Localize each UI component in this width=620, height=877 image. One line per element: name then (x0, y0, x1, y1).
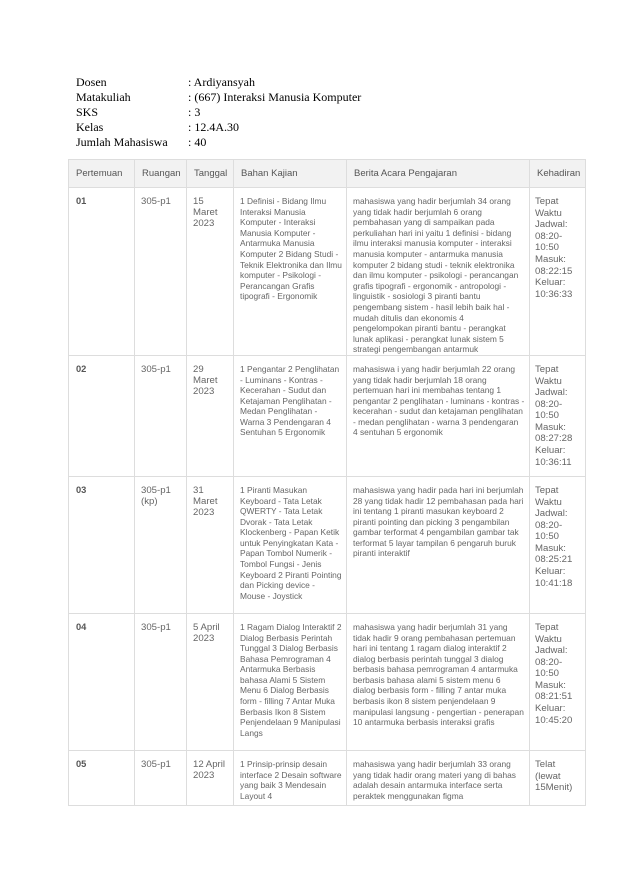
info-label: Kelas (76, 120, 104, 134)
cell-berita-acara: mahasiswa yang hadir berjumlah 34 orang yang tidak hadir berjumlah 6 orang pembahasan yang di sampaikan pada perkuliahan hari ini yaitu 1 definisi - bidang ilmu interaksi manusia komputer - interaksi manusia komputer - antarmuka manusia komputer 2 bidang studi - teknik elektronika dan ilmu komputer - psikologi - perancangan grafis tipografi - ergonomik - antropologi - linguistik - sosiologi 3 piranti bantu pengembang sistem - hasil lebih baik hal - mudah ditulis dan ekonomis 4 pengelompokan piranti bantu - perangkat lunak aplikasi - perangkat lunak sistem 5 strategi pengembangan antarmuk (347, 188, 530, 356)
cell-tanggal: 31 Maret 2023 (187, 476, 234, 613)
header-kehadiran: Kehadiran (530, 160, 586, 188)
info-value: : 12.4A.30 (188, 120, 239, 134)
info-matakuliah (76, 90, 361, 105)
table-row (69, 355, 586, 476)
cell-berita-acara: mahasiswa yang hadir berjumlah 33 orang yang tidak hadir orang materi yang di bahas adalah desain antarmuka interface serta peraktek menggunakan figma (347, 750, 530, 805)
cell-tanggal: 29 Maret 2023 (187, 355, 234, 476)
table-row (69, 188, 586, 356)
course-info (76, 75, 361, 150)
cell-berita-acara: mahasiswa yang hadir pada hari ini berjumlah 28 yang tidak hadir 12 pembahasan pada hari ini tentang 1 piranti masukan keyboard 2 piranti pointing dan picking 3 pengambilan gambar terformat 4 pengambilan gambar tak terformat 5 layar tampilan 6 pengaruh buruk piranti interaktif (347, 476, 530, 613)
cell-tanggal: 15 Maret 2023 (187, 188, 234, 356)
info-value: : Ardiyansyah (188, 75, 255, 89)
table-row (69, 613, 586, 750)
info-label: Matakuliah (76, 90, 131, 104)
info-value: : 40 (188, 135, 207, 149)
header-pertemuan: Pertemuan (69, 160, 135, 188)
table-row (69, 476, 586, 613)
cell-ruangan: 305-p1 (135, 188, 187, 356)
info-label: Jumlah Mahasiswa (76, 135, 168, 149)
cell-bahan-kajian: 1 Piranti Masukan Keyboard - Tata Letak QWERTY - Tata Letak Dvorak - Tata Letak Klockenberg - Papan Ketik untuk Penyingkatan Kata - Papan Tombol Numerik - Tombol Fungsi - Jenis Keyboard 2 Piranti Pointing dan Picking device - Mouse - Joystick (234, 476, 347, 613)
cell-pertemuan: 05 (69, 750, 135, 805)
cell-berita-acara: mahasiswa i yang hadir berjumlah 22 orang yang tidak hadir berjumlah 18 orang pertemuan hari ini membahas tentang 1 pengantar 2 penglihatan - luminans - kontras - kecerahan - sudut dan ketajaman penglihatan - medan penglihatan - warna 3 pendengaran 4 sentuhan 5 ergonomik (347, 355, 530, 476)
cell-kehadiran: Tepat Waktu Jadwal: 08:20-10:50 Masuk: 08:27:28 Keluar: 10:36:11 (530, 355, 586, 476)
info-value: : (667) Interaksi Manusia Komputer (188, 90, 362, 104)
cell-bahan-kajian: 1 Ragam Dialog Interaktif 2 Dialog Berbasis Perintah Tunggal 3 Dialog Berbasis Bahasa Pemrograman 4 Antarmuka Berbasis bahasa Alami 5 Sistem Menu 6 Dialog Berbasis form - filling 7 Antar Muka Berbasis Ikon 8 Sistem Penjendelaan 9 Manipulasi Langs (234, 613, 347, 750)
table-header-row (69, 160, 586, 188)
cell-pertemuan: 02 (69, 355, 135, 476)
cell-ruangan: 305-p1 (135, 613, 187, 750)
cell-pertemuan: 01 (69, 188, 135, 356)
cell-tanggal: 12 April 2023 (187, 750, 234, 805)
cell-pertemuan: 04 (69, 613, 135, 750)
attendance-table (68, 159, 586, 806)
cell-bahan-kajian: 1 Prinsip-prinsip desain interface 2 Desain software yang baik 3 Mendesain Layout 4 (234, 750, 347, 805)
info-label: SKS (76, 105, 99, 119)
header-bahan-kajian: Bahan Kajian (234, 160, 347, 188)
cell-ruangan: 305-p1 (kp) (135, 476, 187, 613)
cell-ruangan: 305-p1 (135, 355, 187, 476)
cell-tanggal: 5 April 2023 (187, 613, 234, 750)
cell-berita-acara: mahasiswa yang hadir berjumlah 31 yang tidak hadir 9 orang pembahasan pertemuan hari ini tentang 1 ragam dialog interaktif 2 dialog berbasis perintah tunggal 3 dialog berbasis bahasa pemrograman 4 antarmuka berbasis bahasa alami 5 sistem menu 6 dialog berbasis form - filling 7 antar muka berbasis ikon 8 sistem penjendelaan 9 manipulasi langsung - pengertian - penerapan 10 antarmuka berbasis interaksi grafis (347, 613, 530, 750)
cell-kehadiran: Tepat Waktu Jadwal: 08:20-10:50 Masuk: 08:21:51 Keluar: 10:45:20 (530, 613, 586, 750)
cell-kehadiran: Telat (lewat 15Menit) (530, 750, 586, 805)
header-ruangan: Ruangan (135, 160, 187, 188)
cell-bahan-kajian: 1 Pengantar 2 Penglihatan - Luminans - Kontras - Kecerahan - Sudut dan Ketajaman Penglihatan - Medan Penglihatan - Warna 3 Pendengaran 4 Sentuhan 5 Ergonomik (234, 355, 347, 476)
cell-bahan-kajian: 1 Definisi - Bidang Ilmu Interaksi Manusia Komputer - Interaksi Manusia Komputer - Antarmuka Manusia Komputer 2 Bidang Studi - Teknik Elektronika dan Ilmu komputer - Psikologi - Perancangan Grafis tipografi - Ergonomik (234, 188, 347, 356)
info-kelas (76, 120, 361, 135)
table-row (69, 750, 586, 805)
cell-ruangan: 305-p1 (135, 750, 187, 805)
cell-pertemuan: 03 (69, 476, 135, 613)
header-berita-acara: Berita Acara Pengajaran (347, 160, 530, 188)
info-dosen (76, 75, 361, 90)
info-jumlah-mahasiswa (76, 135, 361, 150)
info-label: Dosen (76, 75, 107, 89)
info-sks (76, 105, 361, 120)
cell-kehadiran: Tepat Waktu Jadwal: 08:20-10:50 Masuk: 08:22:15 Keluar: 10:36:33 (530, 188, 586, 356)
header-tanggal: Tanggal (187, 160, 234, 188)
cell-kehadiran: Tepat Waktu Jadwal: 08:20-10:50 Masuk: 08:25:21 Keluar: 10:41:18 (530, 476, 586, 613)
info-value: : 3 (188, 105, 201, 119)
